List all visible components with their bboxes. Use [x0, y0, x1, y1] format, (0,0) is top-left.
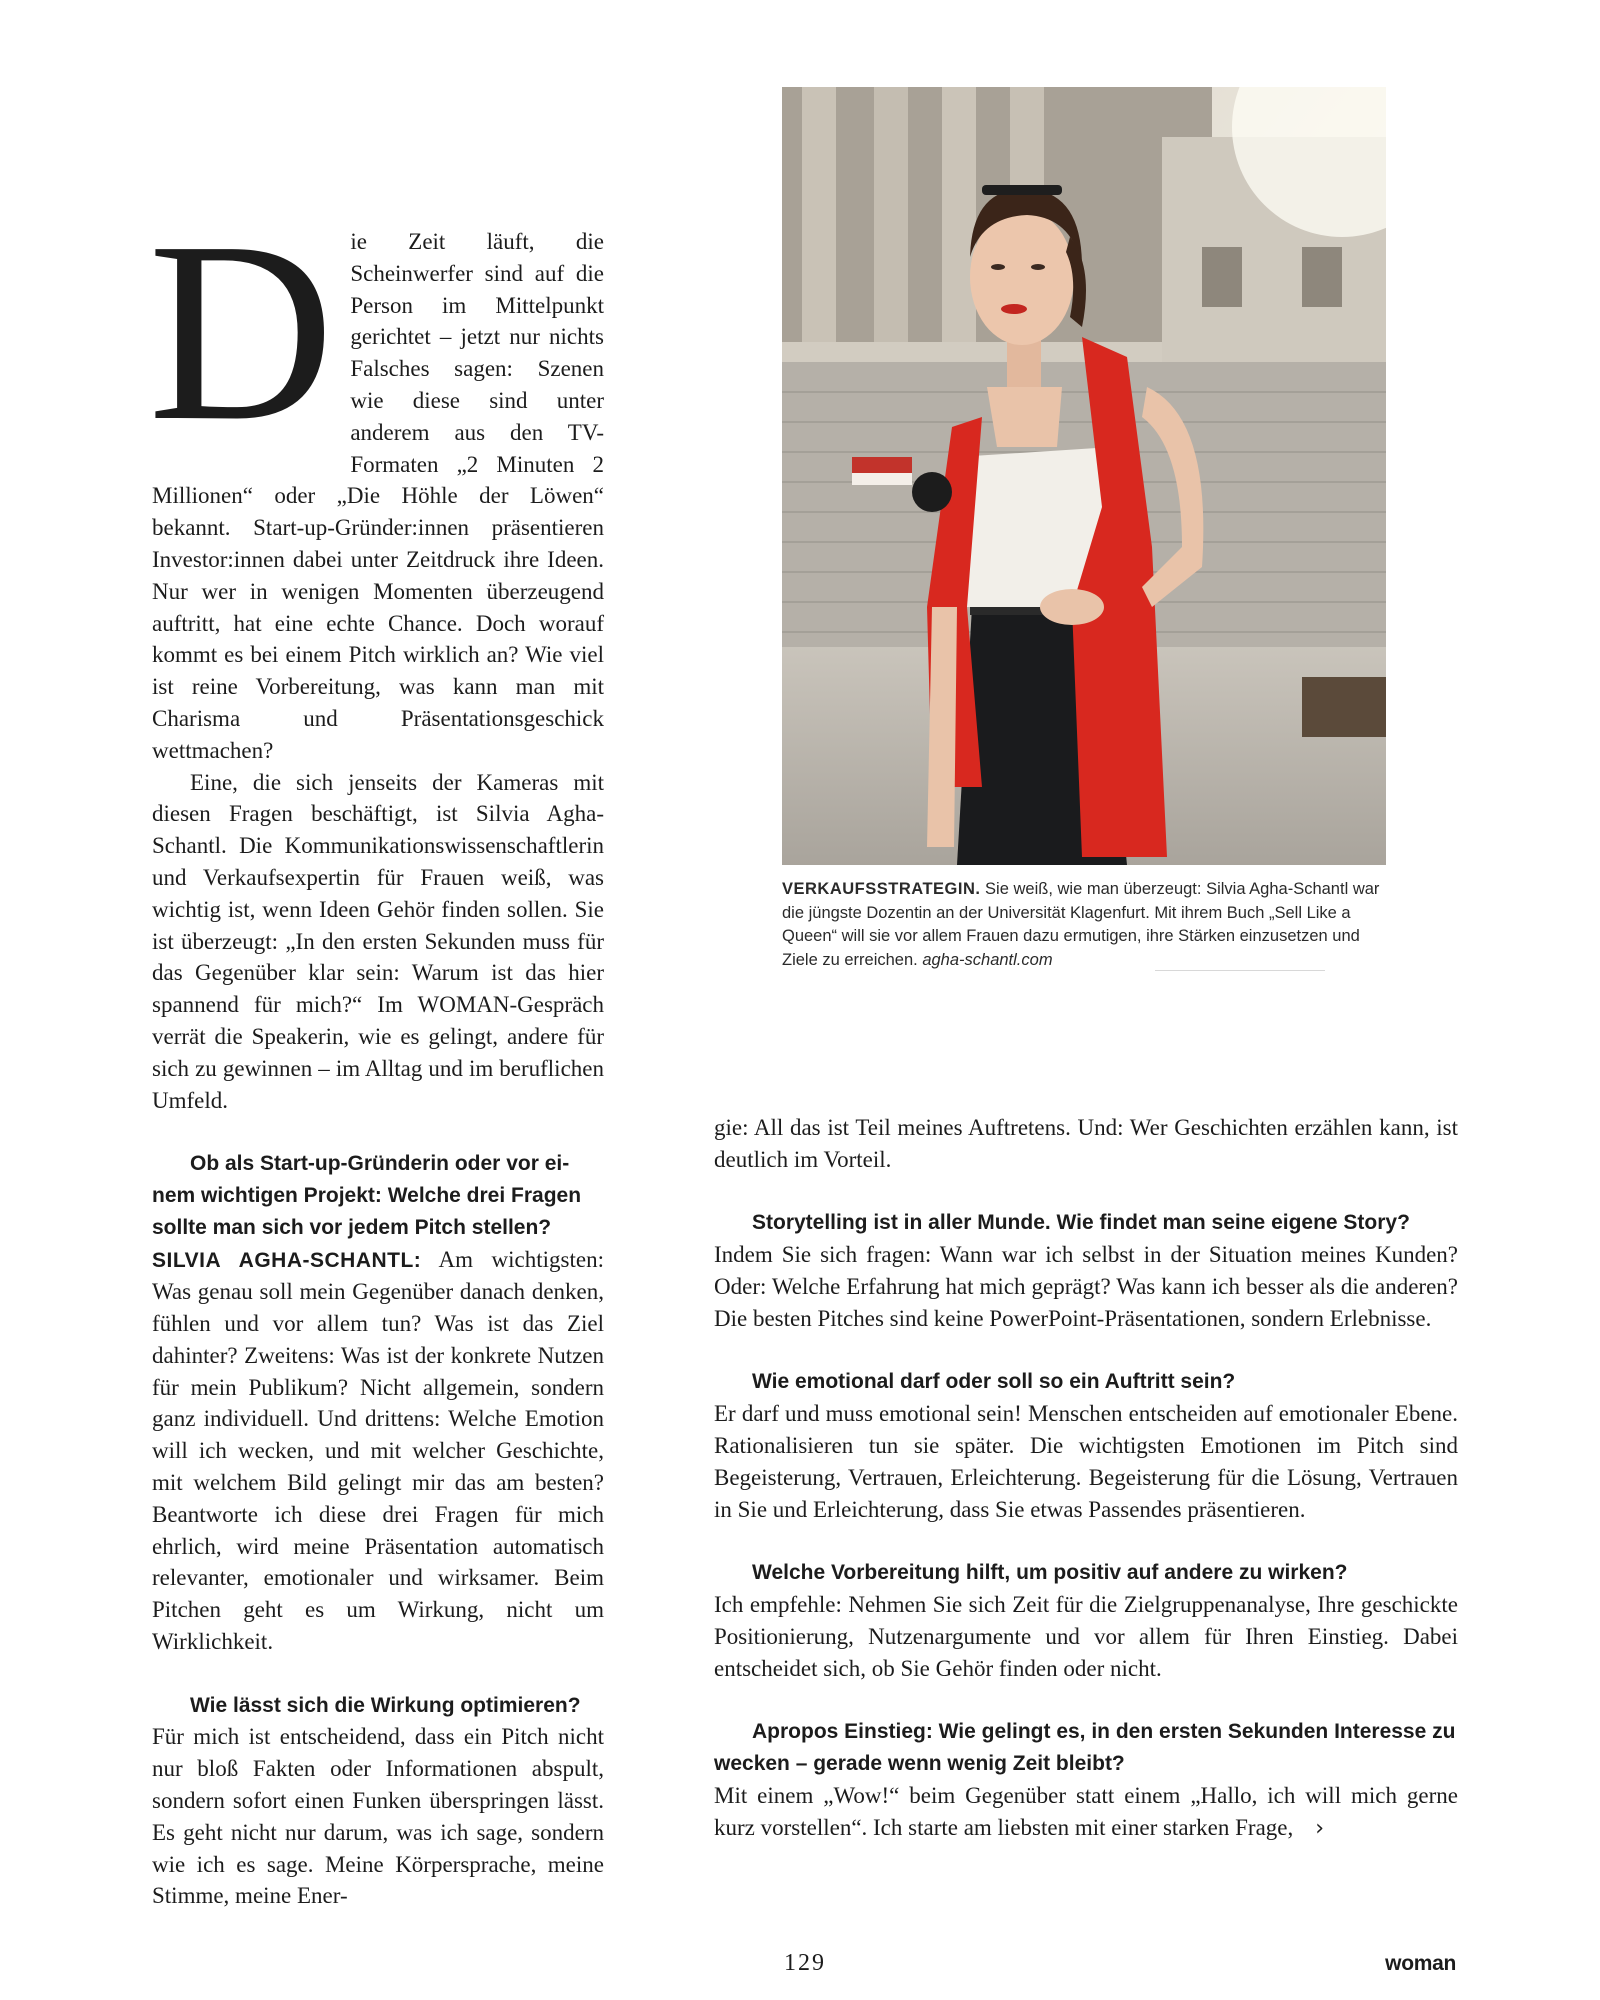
dropcap-letter: D: [148, 188, 335, 474]
magazine-logo: woman: [1385, 1952, 1456, 1975]
caption-underline: [1155, 970, 1325, 971]
interview-answer-2-part-1: Für mich ist entscheidend, dass ein Pitch nicht nur bloß Fakten oder Informationen abspult, sondern sofort einen Funken überspringen lässt. Es geht nicht nur darum, was ich sage, sondern wie ich es sage. Meine Körpersprache, meine Stimme, meine Ener-: [152, 1724, 604, 1909]
continue-arrow-icon: ›: [1315, 1815, 1325, 1841]
interview-question-6: Apropos Einstieg: Wie gelingt es, in den ersten Sekunden Interesse zu wecken – gerade wenn wenig Zeit bleibt?: [714, 1720, 1456, 1775]
interview-answer-3: Indem Sie sich fragen: Wann war ich selbst in der Situation meines Kunden? Oder: Welche Erfahrung hat mich geprägt? Was kann ich besser als die anderen? Die besten Pitches sind keine PowerPoint-Präsentationen, sondern Erlebnisse.: [714, 1242, 1458, 1331]
interview-answer-6: [714, 1780, 1458, 1845]
left-column: [148, 188, 604, 1912]
intro-text: ie Zeit läuft, die Scheinwerfer sind auf die Person im Mittelpunkt gerichtet – jetzt nur nichts Falsches sagen: Szenen wie diese sind unter anderem aus den TV-Formaten „2 Minuten 2 Millionen“ oder „Die Höhle der Löwen“ bekannt. Start-up-Gründer:innen präsentieren Investor:innen dabei unter Zeitdruck ihre Ideen. Nur wer in wenigen Momenten überzeugend auftritt, hat eine echte Chance. Doch worauf kommt es bei einem Pitch wirklich an? Wie viel ist reine Vorbereitung, was kann man mit Charisma und Präsentationsgeschick wettmachen?: [152, 229, 604, 763]
interview-question-2: Wie lässt sich die Wirkung optimieren?: [190, 1693, 581, 1717]
speaker-name: SILVIA AGHA-SCHANTL:: [152, 1248, 422, 1272]
answer-6-text: Mit einem „Wow!“ beim Gegenüber statt einem „Hallo, ich will mich gerne kurz vorstellen“. Ich starte am liebsten mit einer starken Frage,: [714, 1782, 1458, 1840]
interview-question-3: Storytelling ist in aller Munde. Wie findet man seine eigene Story?: [752, 1211, 1410, 1235]
right-column: [714, 1112, 1458, 1844]
photo-caption: [782, 878, 1386, 972]
intro-paragraph: [148, 188, 604, 767]
interview-answer-2-part-2: gie: All das ist Teil meines Auftretens. Und: Wer Geschichten erzählen kann, ist deutlich im Vorteil.: [714, 1115, 1458, 1172]
interview-question-5: Welche Vorbereitung hilft, um positiv auf andere zu wirken?: [752, 1561, 1348, 1585]
interview-answer-4: Er darf und muss emotional sein! Menschen entscheiden auf emotionaler Ebene. Rationalisieren tun sie später. Die wichtigsten Emotionen im Pitch sind Begeisterung, Vertrauen, Erleichterung. Begeisterung für die Lösung, Vertrauen in Sie und Erleichterung, dass Sie etwas Passendes präsentieren.: [714, 1401, 1458, 1522]
interview-question-1: Ob als Start-up-Gründerin oder vor einem wichtigen Projekt: Welche drei Fragen sollte man sich vor jedem Pitch stellen?: [152, 1152, 582, 1239]
caption-url: agha-schantl.com: [922, 950, 1053, 969]
interview-question-4: Wie emotional darf oder soll so ein Auftritt sein?: [752, 1370, 1236, 1394]
interview-answer-1: [152, 1244, 604, 1658]
page-number: 129: [784, 1950, 826, 1976]
answer-1-text: Am wichtigsten: Was genau soll mein Gegenüber danach denken, fühlen und vor allem tun? Was ist das Ziel dahinter? Zweitens: Was ist der konkrete Nutzen für mein Publikum? Nicht allgemein, sondern ganz individuell. Und drittens: Welche Emotion will ich wecken, und mit welcher Geschichte, mit welchem Bild gelingt mir das am besten? Beantworte ich diese drei Fragen für mich ehrlich, wird meine Präsentation automatisch relevanter, emotionaler und wirksamer. Beim Pitchen geht es um Wirkung, nicht um Wirklichkeit.: [152, 1246, 604, 1655]
portrait-illustration: [782, 87, 1386, 865]
portrait-photo: [782, 87, 1386, 865]
caption-text: Sie weiß, wie man überzeugt: Silvia Agha-Schantl war die jüngste Dozentin an der Universität Klagenfurt. Mit ihrem Buch „Sell Like a Queen“ will sie vor allem Frauen dazu ermutigen, ihre Stärken einzusetzen und Ziele zu erreichen.: [782, 880, 1380, 969]
interview-answer-5: Ich empfehle: Nehmen Sie sich Zeit für die Zielgruppenanalyse, Ihre geschickte Positionierung, Nutzenargumente und vor allem für Ihren Einstieg. Dabei entscheidet sich, ob Sie Gehör finden oder nicht.: [714, 1591, 1458, 1681]
intro-paragraph-2: Eine, die sich jenseits der Kameras mit diesen Fragen beschäftigt, ist Silvia Agha-Schantl. Die Kommunikationswissenschaftlerin und Verkaufsexpertin für Frauen weiß, was wichtig ist, wenn Ideen Gehör finden sollen. Sie ist überzeugt: „In den ersten Sekunden muss für das Gegenüber klar sein: Warum ist das hier spannend für mich?“ Im WOMAN-Gespräch verrät die Speakerin, wie es gelingt, andere für sich zu gewinnen – im Alltag und im beruflichen Umfeld.: [152, 769, 604, 1113]
caption-title: VERKAUFSSTRATEGIN.: [782, 880, 981, 898]
